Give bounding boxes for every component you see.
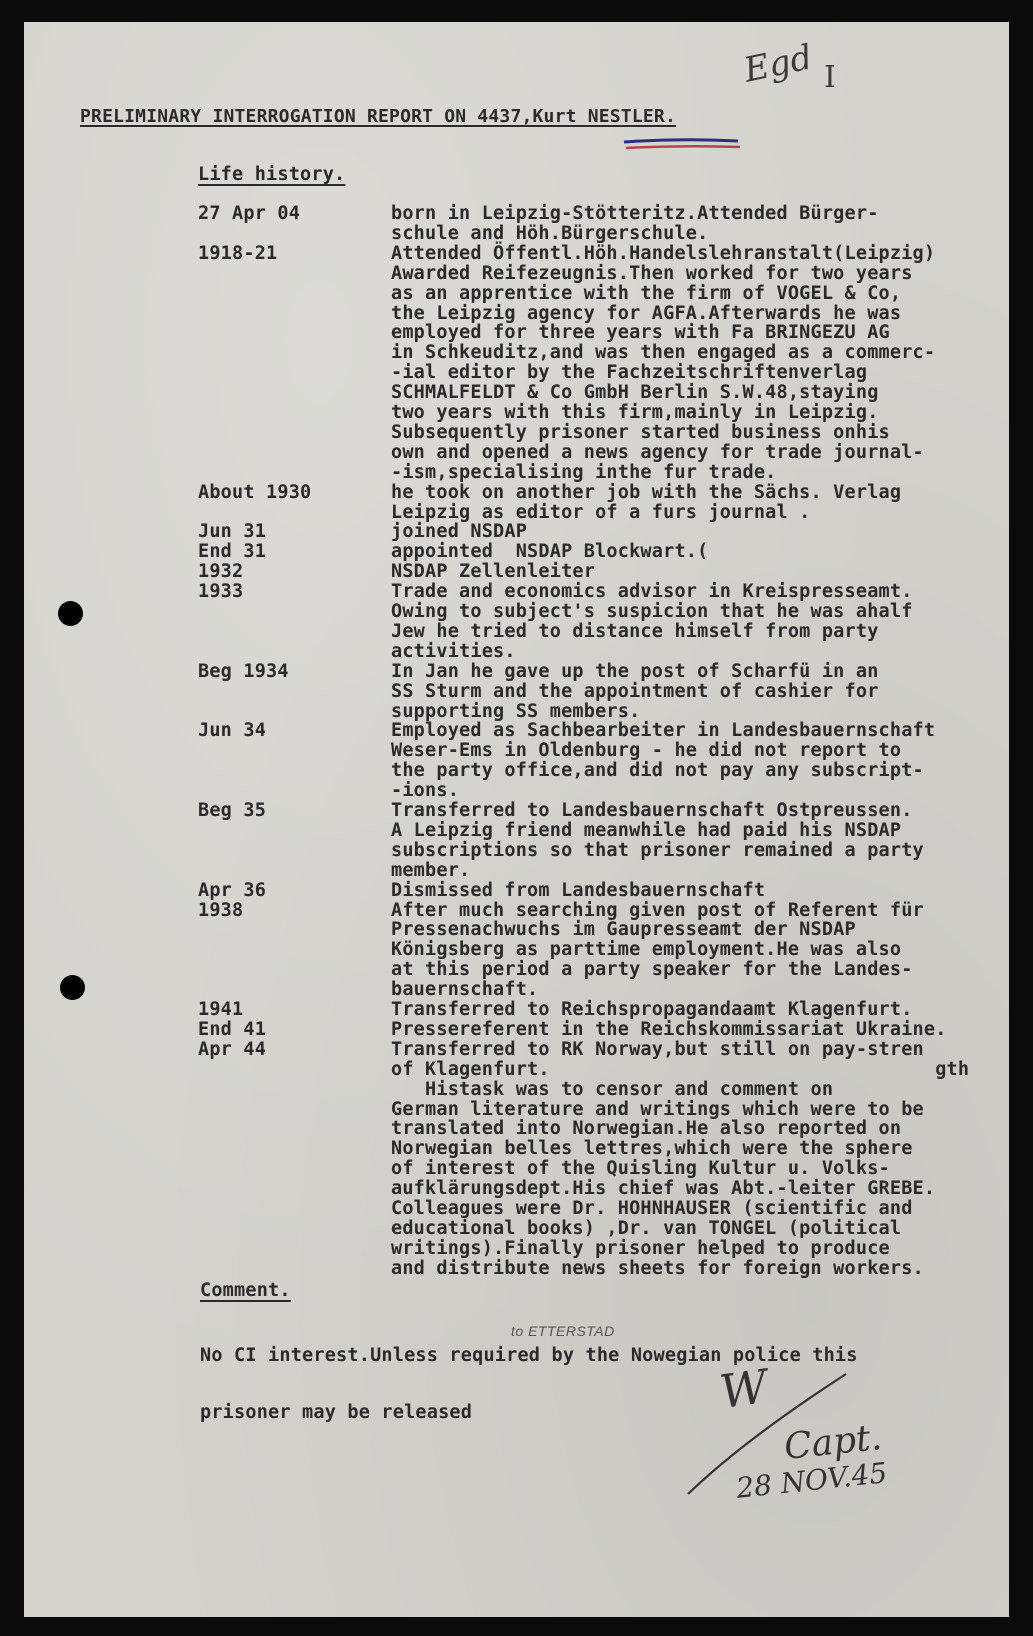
- entry-line: German literature and writings which were to be: [391, 1098, 924, 1120]
- entry-line: Königsberg as parttime employment.He was also: [391, 939, 902, 961]
- entry-line: Leipzig as editor of a furs journal .: [391, 501, 811, 523]
- entry-line: NSDAP Zellenleiter: [391, 561, 596, 583]
- entry-line: Subsequently prisoner started business onhis: [391, 421, 890, 443]
- entry-line: Owing to subject's suspicion that he was ahalf: [391, 601, 913, 622]
- entry-line: Jew he tried to distance himself from party: [391, 620, 879, 642]
- entry-line: Dismissed from Landesbauernschaft: [391, 879, 766, 901]
- entry-text: [391, 542, 708, 562]
- entry-line: In Jan he gave up the post of Scharfü in an: [391, 660, 879, 682]
- entry-line: After much searching given post of Referent für: [391, 899, 924, 921]
- entry-line: activities.: [391, 640, 516, 662]
- entry-date: Jun 31: [198, 521, 267, 543]
- entry-line: -ial editor by the Fachzeitschriftenverlag: [391, 362, 868, 384]
- handwritten-mark: Egd: [740, 37, 816, 91]
- entry-line: Employed as Sachbearbeiter in Landesbauernschaft: [391, 720, 936, 742]
- entry-line: SS Sturm and the appointment of cashier for: [391, 680, 879, 702]
- entry-line: bauernschaft.: [391, 979, 539, 1001]
- entry-text: [391, 1040, 969, 1279]
- punch-hole-icon: [58, 601, 83, 626]
- pencil-note: to ETTERSTAD: [511, 1323, 615, 1339]
- entry-line: the party office,and did not pay any subscript-: [391, 760, 924, 782]
- entry-line: own and opened a news agency for trade journal-: [391, 441, 924, 463]
- entry-date: Apr 44: [198, 1038, 267, 1060]
- entry-date: End 41: [198, 1018, 267, 1040]
- entry-line: educational books) ,Dr. van TONGEL (political: [391, 1217, 902, 1239]
- entry-line: as an apprentice with the firm of VOGEL & Co,: [391, 282, 902, 304]
- entry-line: two years with this firm,mainly in Leipzig.: [391, 402, 879, 424]
- entry-date: 1933: [198, 581, 244, 603]
- report-title: PRELIMINARY INTERROGATION REPORT ON 4437,Kurt NESTLER.: [80, 106, 676, 127]
- entry-text: [391, 662, 879, 722]
- entry-line: at this period a party speaker for the Landes-: [391, 959, 913, 981]
- entry-date: Jun 34: [198, 720, 267, 742]
- entry-date: 1941: [198, 999, 244, 1020]
- signature-name: Capt.: [782, 1416, 884, 1469]
- entry-line: Transferred to Reichspropagandaamt Klagenfurt.: [391, 999, 913, 1020]
- entry-line: employed for three years with Fa BRINGEZU AG: [391, 322, 890, 344]
- entry-text: [391, 1020, 947, 1040]
- entry-date: End 31: [198, 541, 267, 563]
- entry-line: subscriptions so that prisoner remained a party: [391, 839, 924, 861]
- entry-line: member.: [391, 859, 471, 881]
- entry-line: joined NSDAP: [391, 521, 528, 543]
- entry-line: SCHMALFELDT & Co GmbH Berlin S.W.48,staying: [391, 382, 879, 404]
- entry-line: he took on another job with the Sächs. Verlag: [391, 481, 902, 503]
- entry-line: Attended Öffentl.Höh.Handelslehranstalt(Leipzig): [391, 242, 936, 264]
- entry-line: supporting SS members.: [391, 700, 641, 722]
- entry-line: aufklärungsdept.His chief was Abt.-leiter GREBE.: [391, 1178, 936, 1200]
- entry-line: Pressenachwuchs im Gaupresseamt der NSDAP: [391, 919, 856, 941]
- roman-numeral: I: [824, 60, 836, 95]
- entry-line: A Leipzig friend meanwhile had paid his NSDAP: [391, 819, 902, 841]
- entry-line: Colleagues were Dr. HOHNHAUSER (scientific and: [391, 1198, 913, 1220]
- entry-date: Beg 35: [198, 800, 267, 821]
- entry-date: Apr 36: [198, 879, 267, 901]
- punch-hole-icon: [60, 975, 85, 1000]
- entry-line: of interest of the Quisling Kultur u. Volks-: [391, 1158, 890, 1180]
- entry-line: Histask was to censor and comment on: [391, 1078, 834, 1100]
- entry-text: [391, 522, 527, 542]
- entry-line: appointed NSDAP Blockwart.(: [391, 541, 709, 563]
- entry-text: [391, 801, 924, 881]
- entry-date: Beg 1934: [198, 660, 289, 682]
- entry-date: About 1930: [198, 481, 312, 503]
- entry-date: 1918-21: [198, 242, 278, 264]
- entry-line: Pressereferent in the Reichskommissariat Ukraine.: [391, 1018, 947, 1040]
- entry-text: [391, 562, 595, 582]
- comment-line: prisoner may be released: [200, 1402, 473, 1423]
- entry-date: 27 Apr 04: [198, 203, 301, 224]
- entry-line: translated into Norwegian.He also reported on: [391, 1118, 902, 1140]
- entry-text: [391, 244, 935, 483]
- signature-date: 28 NOV.45: [734, 1456, 889, 1505]
- entry-line: Trade and economics advisor in Kreispresseamt.: [391, 581, 913, 603]
- entry-text: [391, 881, 765, 901]
- entry-line: the Leipzig agency for AGFA.Afterwards he was: [391, 302, 902, 324]
- entry-text: [391, 721, 935, 801]
- entry-text: [391, 901, 924, 1001]
- entry-line: Weser-Ems in Oldenburg - he did not report to: [391, 740, 902, 762]
- entry-date: 1938: [198, 899, 244, 921]
- entry-line: Transferred to RK Norway,but still on pay-stren: [391, 1038, 924, 1060]
- entry-date: 1932: [198, 561, 244, 583]
- entry-line: -ions.: [391, 780, 460, 802]
- entry-line: Norwegian belles lettres,which were the sphere: [391, 1138, 913, 1160]
- entry-text: [391, 483, 901, 523]
- ink-underline-icon: [622, 138, 742, 152]
- comment-line: No CI interest.Unless required by the Nowegian police this: [200, 1345, 858, 1366]
- signature-initial: W: [716, 1358, 771, 1420]
- entry-text: [391, 204, 879, 244]
- entry-line: and distribute news sheets for foreign workers.: [391, 1257, 924, 1279]
- entry-text: [391, 582, 913, 662]
- entry-line: born in Leipzig-Stötteritz.Attended Bürger-: [391, 203, 879, 224]
- entry-line: Awarded Reifezeugnis.Then worked for two years: [391, 262, 913, 284]
- life-history-heading: Life history.: [198, 164, 346, 185]
- entry-line: of Klagenfurt. gth: [391, 1058, 970, 1080]
- entry-text: [391, 1000, 913, 1020]
- entry-line: writings).Finally prisoner helped to produce: [391, 1237, 890, 1259]
- entry-line: Transferred to Landesbauernschaft Ostpreussen.: [391, 800, 913, 821]
- entry-line: -ism,specialising inthe fur trade.: [391, 461, 777, 483]
- document-page: [24, 22, 1009, 1617]
- entry-line: in Schkeuditz,and was then engaged as a commerc-: [391, 342, 936, 364]
- entry-line: schule and Höh.Bürgerschule.: [391, 222, 709, 244]
- comment-heading: Comment.: [200, 1280, 291, 1301]
